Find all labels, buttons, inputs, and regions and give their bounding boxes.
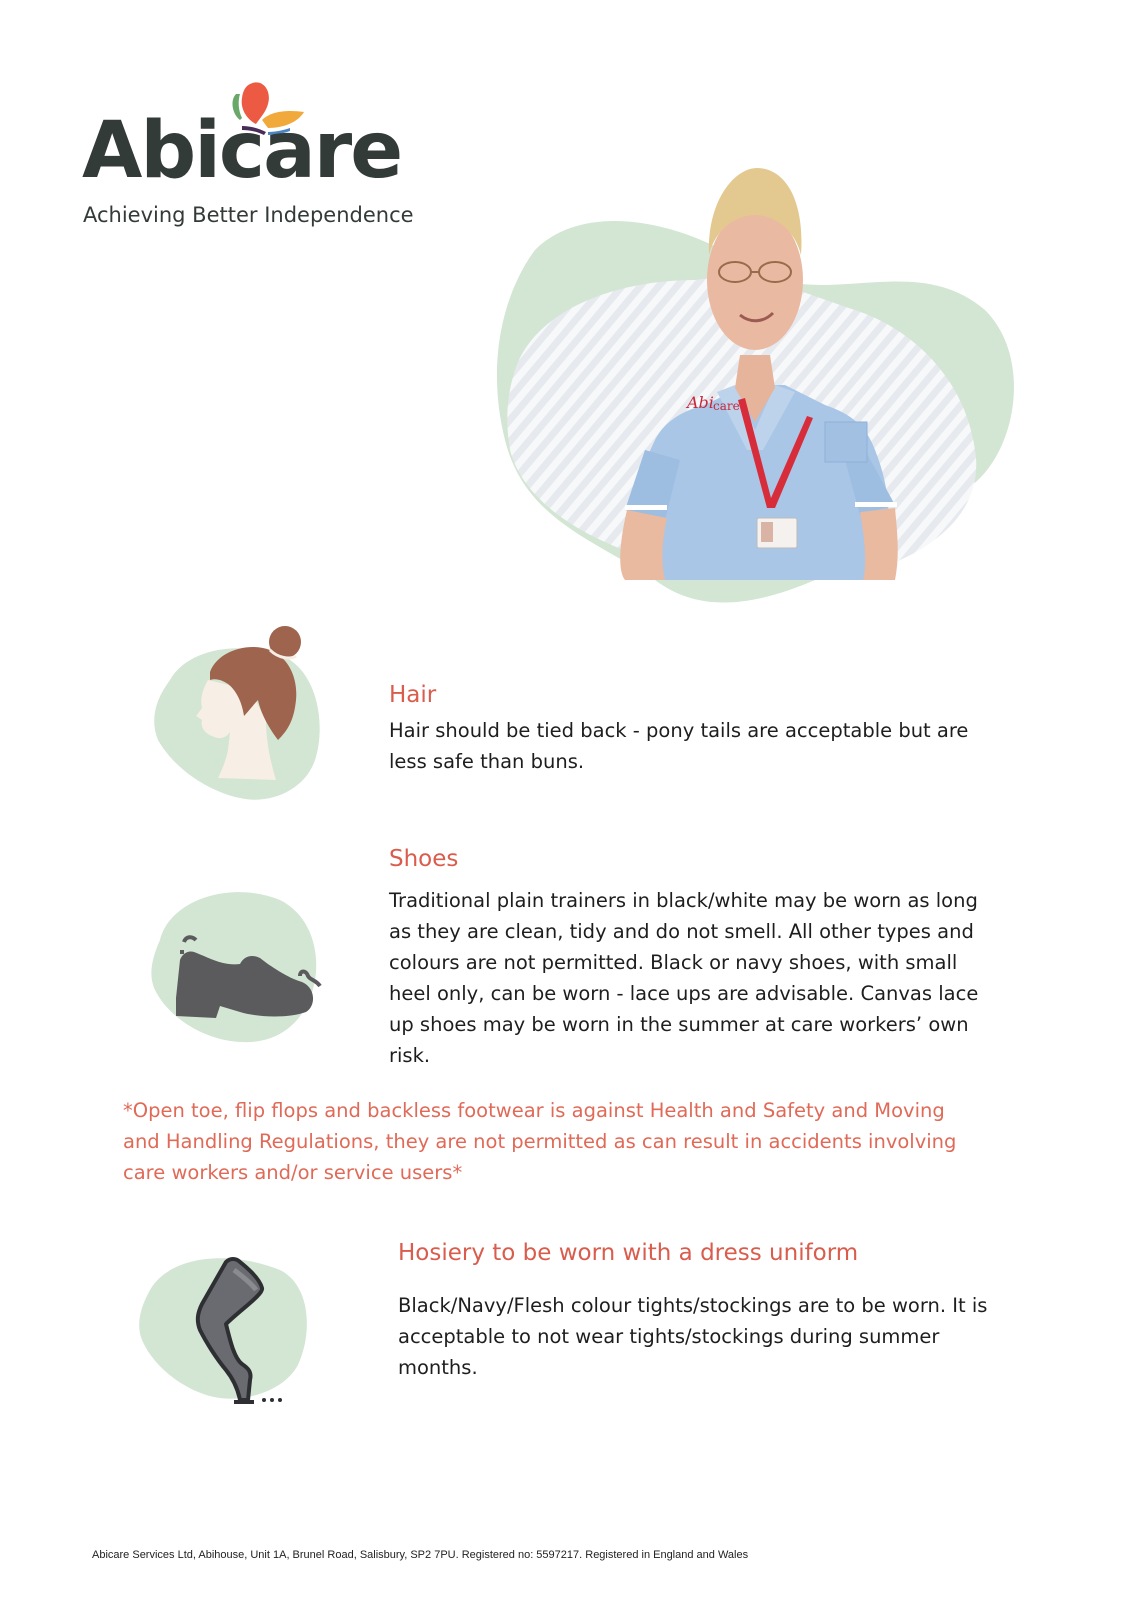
hosiery-body: Black/Navy/Flesh colour tights/stockings are to be worn. It is acceptable to not wear tights/stockings during summer months. [398, 1294, 988, 1379]
footer-company-info: Abicare Services Ltd, Abihouse, Unit 1A, Brunel Road, Salisbury, SP2 7PU. Registered no: 5597217. Registered in England and Wales [92, 1549, 749, 1561]
shoes-body: Traditional plain trainers in black/white may be worn as long as they are clean, tidy and do not smell. All other types and colours are not permitted. Black or navy shoes, with small heel only, can be worn - lace ups are advisable. Canvas lace up shoes may be worn in the summer at care workers’ own risk. [389, 889, 979, 1067]
hosiery-heading: Hosiery to be worn with a dress uniform [398, 1240, 859, 1266]
care-worker-photo [495, 160, 1015, 620]
svg-text:care: care [713, 399, 740, 413]
svg-text:Abi: Abi [687, 393, 714, 412]
logo-wordmark: Abicare [82, 106, 402, 196]
footwear-warning: *Open toe, flip flops and backless footwear is against Health and Safety and Moving and Handling Regulations, they are not permitted as can result in accidents involving care workers and/or service users* [123, 1099, 957, 1184]
leg-stocking-icon [130, 1230, 320, 1410]
shoe-icon [140, 880, 330, 1050]
woman-hair-bun-icon [140, 620, 330, 810]
shoes-heading: Shoes [389, 846, 459, 872]
logo-tagline: Achieving Better Independence [83, 203, 414, 227]
hair-heading: Hair [389, 682, 437, 708]
hair-body: Hair should be tied back - pony tails are acceptable but are less safe than buns. [389, 719, 969, 773]
